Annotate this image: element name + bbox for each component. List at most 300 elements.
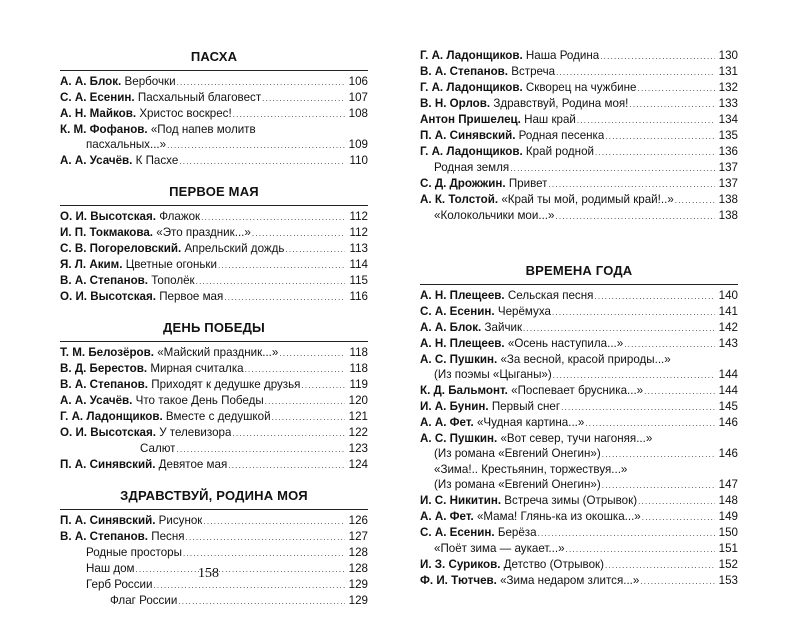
entry-author: Г. А. Ладонщиков. xyxy=(420,49,523,62)
entry-text xyxy=(420,509,641,524)
entry-page: 140 xyxy=(718,289,738,302)
toc-entry xyxy=(420,304,738,320)
entry-page: 120 xyxy=(348,394,368,407)
toc-entry xyxy=(420,446,738,462)
toc-entry xyxy=(60,377,368,393)
leader-dots xyxy=(279,345,345,361)
entry-title: Первый снег xyxy=(491,400,561,413)
leader-dots xyxy=(642,509,715,525)
entry-title: Рисунок xyxy=(158,514,203,527)
toc-entry xyxy=(60,257,368,273)
entry-author: П. А. Синявский. xyxy=(60,458,156,471)
toc-entry xyxy=(420,96,738,112)
toc-entry xyxy=(420,176,738,192)
entry-title: «Мама! Глянь-ка из окошка...» xyxy=(476,510,641,523)
entry-author: А. А. Блок. xyxy=(420,321,482,334)
leader-dots xyxy=(566,541,715,557)
entry-text xyxy=(60,122,256,137)
entry-title: К Пасхе xyxy=(135,154,179,167)
leader-dots xyxy=(233,106,345,122)
entry-author: И. З. Суриков. xyxy=(420,558,501,571)
entry-title: «Зима недаром злится...» xyxy=(500,574,640,587)
entry-author: И. А. Бунин. xyxy=(420,400,489,413)
entry-page: 143 xyxy=(718,337,738,350)
toc-entry xyxy=(420,160,738,176)
leader-dots xyxy=(640,573,715,589)
entry-author: А. Н. Майков. xyxy=(60,107,137,120)
entry-page: 114 xyxy=(349,258,368,271)
entry-page: 146 xyxy=(718,416,738,429)
entry-author: А. С. Пушкин. xyxy=(420,432,498,445)
toc-entry xyxy=(60,425,368,441)
leader-dots xyxy=(594,288,715,304)
entry-author: К. М. Фофанов. xyxy=(60,123,148,136)
entry-author: Г. А. Ладонщиков. xyxy=(420,145,523,158)
entry-text xyxy=(60,393,264,408)
entry-title: Флаг России xyxy=(110,594,178,607)
entry-page: 107 xyxy=(348,91,368,104)
entry-text xyxy=(60,345,278,360)
entry-title: «Поспевает брусника...» xyxy=(511,384,644,397)
entry-page: 122 xyxy=(348,426,368,439)
entry-author: А. А. Блок. xyxy=(60,75,122,88)
entry-page: 127 xyxy=(348,530,368,543)
leader-dots xyxy=(186,529,345,545)
entry-text xyxy=(60,153,178,168)
toc-entry xyxy=(420,64,738,80)
entry-title: Девятое мая xyxy=(158,458,228,471)
leader-dots xyxy=(600,48,715,64)
toc-entry xyxy=(420,525,738,541)
entry-page: 112 xyxy=(349,226,368,239)
entry-text xyxy=(420,192,674,207)
leader-dots xyxy=(561,399,715,415)
entry-title: Скворец на чужбине xyxy=(525,81,637,94)
entry-title: Наш дом xyxy=(86,562,135,575)
entry-title: Тополёк xyxy=(151,274,195,287)
toc-entry xyxy=(420,208,738,224)
entry-page: 106 xyxy=(348,75,368,88)
leader-dots xyxy=(167,137,345,153)
toc-entry xyxy=(60,289,368,305)
entry-author: С. Д. Дрожжин. xyxy=(420,177,506,190)
entry-page: 123 xyxy=(348,442,368,455)
toc-entry xyxy=(420,415,738,431)
entry-title: «За весной, красой природы...» xyxy=(500,353,671,366)
leader-dots xyxy=(232,425,345,441)
entry-text xyxy=(434,541,565,556)
entry-text xyxy=(420,128,604,143)
entry-text xyxy=(60,409,271,424)
entry-text xyxy=(140,441,175,456)
entry-author: П. А. Синявский. xyxy=(60,514,156,527)
entry-page: 132 xyxy=(718,81,738,94)
toc-entry xyxy=(420,128,738,144)
entry-page: 124 xyxy=(348,458,368,471)
entry-author: Т. М. Белозёров. xyxy=(60,346,154,359)
entry-text xyxy=(60,241,284,256)
entry-title: У телевизора xyxy=(159,426,232,439)
entry-text xyxy=(60,425,231,440)
entry-page: 131 xyxy=(718,65,738,78)
entry-text xyxy=(60,529,185,544)
entry-author: О. И. Высотская. xyxy=(60,290,156,303)
entry-title: Сельская песня xyxy=(507,289,594,302)
entry-author: А. А. Усачёв. xyxy=(60,154,133,167)
toc-entry xyxy=(420,336,738,352)
entry-text xyxy=(60,457,227,472)
entry-text xyxy=(420,383,643,398)
section-title: ПЕРВОЕ МАЯ xyxy=(169,184,259,199)
entry-title: «Вот север, тучи нагоняя...» xyxy=(500,432,653,445)
entry-text xyxy=(60,209,200,224)
entry-page: 137 xyxy=(718,161,738,174)
entry-author: В. А. Степанов. xyxy=(60,530,149,543)
entry-title: «Это праздник...» xyxy=(156,226,251,239)
entry-text xyxy=(86,545,182,560)
entry-page: 141 xyxy=(718,305,738,318)
entry-page: 136 xyxy=(718,145,738,158)
leader-dots xyxy=(605,128,715,144)
entry-page: 151 xyxy=(718,542,738,555)
entry-text xyxy=(434,462,627,477)
entry-author: В. А. Степанов. xyxy=(60,274,149,287)
entry-author: А. К. Толстой. xyxy=(420,193,499,206)
entry-title: Берёза xyxy=(497,526,537,539)
toc-entry xyxy=(420,192,738,208)
entry-author: А. С. Пушкин. xyxy=(420,353,498,366)
entry-page: 108 xyxy=(348,107,368,120)
leader-dots xyxy=(605,557,715,573)
leader-dots xyxy=(153,577,345,593)
entry-text xyxy=(420,64,555,79)
toc-entry xyxy=(420,48,738,64)
section-title: ВРЕМЕНА ГОДА xyxy=(525,263,633,278)
entry-page: 129 xyxy=(348,594,368,607)
entry-title: «Майский праздник...» xyxy=(157,346,279,359)
entry-author: В. А. Степанов. xyxy=(60,378,149,391)
entry-text xyxy=(60,377,300,392)
entry-author: А. А. Усачёв. xyxy=(60,394,133,407)
entry-page: 113 xyxy=(349,242,368,255)
entry-title: Детство (Отрывок) xyxy=(503,558,604,571)
entry-text xyxy=(420,304,551,319)
toc-entry xyxy=(420,288,738,304)
entry-title: Наша Родина xyxy=(525,49,600,62)
toc-entry xyxy=(420,367,738,383)
entry-author: К. Д. Бальмонт. xyxy=(420,384,508,397)
entry-page: 115 xyxy=(349,274,368,287)
toc-entry xyxy=(60,545,368,561)
entry-text xyxy=(110,593,177,608)
toc-entry xyxy=(420,541,738,557)
leader-dots xyxy=(553,367,715,383)
entry-text xyxy=(86,137,166,152)
entry-title: Наш край xyxy=(524,113,576,126)
entry-text xyxy=(60,106,232,121)
entry-text xyxy=(60,361,244,376)
toc-entry xyxy=(60,593,368,609)
toc-entry xyxy=(60,90,368,106)
entry-author: Г. А. Ладонщиков. xyxy=(420,81,523,94)
entry-text xyxy=(420,176,547,191)
leader-dots xyxy=(644,383,715,399)
entry-title: (Из романа «Евгений Онегин») xyxy=(434,447,601,460)
toc-entry xyxy=(420,320,738,336)
toc-entry xyxy=(60,122,368,137)
leader-dots xyxy=(523,320,715,336)
entry-author: И. С. Никитин. xyxy=(420,494,502,507)
entry-title: Встреча зимы (Отрывок) xyxy=(504,494,638,507)
leader-dots xyxy=(262,90,345,106)
leader-dots xyxy=(179,153,345,169)
entry-title: Привет xyxy=(508,177,548,190)
leader-dots xyxy=(301,377,345,393)
toc-entry xyxy=(420,399,738,415)
entry-page: 128 xyxy=(348,546,368,559)
entry-title: Христос воскрес! xyxy=(139,107,232,120)
leader-dots xyxy=(201,209,345,225)
entry-title: Мирная считалка xyxy=(150,362,244,375)
entry-text xyxy=(86,577,152,592)
continued-section xyxy=(420,48,738,224)
toc-entry xyxy=(60,361,368,377)
entry-title: «Под напев молитв xyxy=(150,123,256,136)
entry-page: 112 xyxy=(349,210,368,223)
toc-entry xyxy=(420,80,738,96)
entry-text xyxy=(420,415,584,430)
entry-title: (Из романа «Евгений Онегин») xyxy=(434,478,601,491)
section-rule xyxy=(60,509,368,510)
leader-dots xyxy=(177,74,345,90)
entry-page: 148 xyxy=(718,494,738,507)
entry-page: 138 xyxy=(718,209,738,222)
toc-entry xyxy=(420,383,738,399)
leader-dots xyxy=(285,241,345,257)
toc-entry xyxy=(60,529,368,545)
toc-entry xyxy=(60,225,368,241)
entry-title: Цветные огоньки xyxy=(125,258,217,271)
toc-entry xyxy=(60,409,368,425)
entry-text xyxy=(420,573,639,588)
toc-entry xyxy=(420,352,738,367)
toc-entry xyxy=(420,573,738,589)
toc-entry xyxy=(420,431,738,446)
entry-page: 109 xyxy=(348,138,368,151)
entry-text xyxy=(420,399,560,414)
toc-entry xyxy=(420,112,738,128)
entry-title: Герб России xyxy=(86,578,153,591)
leader-dots xyxy=(218,257,345,273)
entry-author: В. Н. Орлов. xyxy=(420,97,491,110)
entry-title: Песня xyxy=(151,530,185,543)
entry-title: Пасхальный благовест xyxy=(137,91,262,104)
entry-author: О. И. Высотская. xyxy=(60,426,156,439)
entry-title: Приходят к дедушке друзья xyxy=(151,378,301,391)
section-rule xyxy=(420,284,738,285)
leader-dots xyxy=(245,361,345,377)
entry-title: Край родной xyxy=(525,145,595,158)
entry-title: (Из поэмы «Цыганы») xyxy=(434,368,552,381)
leader-dots xyxy=(585,415,715,431)
entry-text xyxy=(420,144,594,159)
entry-page: 133 xyxy=(718,97,738,110)
toc-entry xyxy=(420,477,738,493)
entry-text xyxy=(434,160,509,175)
entry-title: «Чудная картина...» xyxy=(476,416,585,429)
section-rule xyxy=(60,341,368,342)
left-page xyxy=(60,0,368,609)
entry-author: С. А. Есенин. xyxy=(420,305,495,318)
entry-text xyxy=(420,493,637,508)
entry-title: Флажок xyxy=(159,210,201,223)
section-title: ДЕНЬ ПОБЕДЫ xyxy=(163,320,265,335)
section-rule xyxy=(60,70,368,71)
entry-page: 152 xyxy=(718,558,738,571)
entry-text xyxy=(420,288,593,303)
entry-page: 134 xyxy=(718,113,738,126)
entry-page: 147 xyxy=(718,478,738,491)
leader-dots xyxy=(548,176,715,192)
entry-text xyxy=(60,90,261,105)
toc-entry xyxy=(60,441,368,457)
entry-page: 144 xyxy=(718,384,738,397)
entry-title: Встреча xyxy=(511,65,556,78)
entry-title: Вместе с дедушкой xyxy=(165,410,271,423)
entry-text xyxy=(86,561,135,576)
toc-entry xyxy=(420,144,738,160)
entry-title: Вербочки xyxy=(124,75,176,88)
entry-text xyxy=(60,273,195,288)
entry-page: 118 xyxy=(349,362,368,375)
leader-dots xyxy=(602,446,715,462)
leader-dots xyxy=(638,493,715,509)
section-title: ЗДРАВСТВУЙ, РОДИНА МОЯ xyxy=(120,488,308,503)
leader-dots xyxy=(552,304,715,320)
entry-author: А. А. Фет. xyxy=(420,416,474,429)
entry-page: 142 xyxy=(718,321,738,334)
entry-title: Зайчик xyxy=(484,321,523,334)
entry-page: 153 xyxy=(718,574,738,587)
entry-page: 138 xyxy=(718,193,738,206)
leader-dots xyxy=(556,64,715,80)
entry-text xyxy=(420,525,537,540)
entry-title: «Поёт зима — аукает...» xyxy=(434,542,565,555)
entry-text xyxy=(420,352,671,367)
entry-title: пасхальных...» xyxy=(86,138,167,151)
leader-dots xyxy=(638,80,716,96)
toc-entry xyxy=(60,345,368,361)
leader-dots xyxy=(602,477,715,493)
entry-text xyxy=(420,431,652,446)
leader-dots xyxy=(176,441,345,457)
entry-text xyxy=(60,513,202,528)
toc-entry xyxy=(60,457,368,473)
toc-entry xyxy=(420,462,738,477)
entry-page: 118 xyxy=(349,346,368,359)
entry-text xyxy=(420,557,604,572)
leader-dots xyxy=(136,561,345,577)
leader-dots xyxy=(629,96,715,112)
entry-page: 129 xyxy=(348,578,368,591)
leader-dots xyxy=(675,192,715,208)
leader-dots xyxy=(624,336,715,352)
entry-author: А. А. Фет. xyxy=(420,510,474,523)
entry-page: 135 xyxy=(718,129,738,142)
entry-author: В. А. Степанов. xyxy=(420,65,509,78)
entry-author: С. В. Погореловский. xyxy=(60,242,182,255)
entry-title: Салют xyxy=(140,442,176,455)
toc-entry xyxy=(60,137,368,153)
entry-page: 110 xyxy=(349,154,368,167)
entry-author: А. Н. Плещеев. xyxy=(420,337,505,350)
toc-entry xyxy=(420,509,738,525)
entry-title: Родная земля xyxy=(434,161,510,174)
entry-author: Ф. И. Тютчев. xyxy=(420,574,497,587)
toc-entry xyxy=(60,74,368,90)
leader-dots xyxy=(265,393,345,409)
toc-entry xyxy=(60,209,368,225)
page-number: 158 xyxy=(198,566,219,581)
entry-title: Родные просторы xyxy=(86,546,182,559)
leader-dots xyxy=(538,525,715,541)
leader-dots xyxy=(196,273,345,289)
entry-title: «Колокольчики мои...» xyxy=(434,209,555,222)
section-rule xyxy=(60,205,368,206)
entry-text xyxy=(420,48,599,63)
entry-text xyxy=(420,112,576,127)
section-title: ПАСХА xyxy=(190,49,238,64)
toc-entry xyxy=(420,493,738,509)
toc-entry xyxy=(60,153,368,169)
leader-dots xyxy=(577,112,715,128)
toc-entry xyxy=(60,106,368,122)
leader-dots xyxy=(228,457,345,473)
entry-author: О. И. Высотская. xyxy=(60,210,156,223)
entry-title: Что такое День Победы xyxy=(135,394,264,407)
leader-dots xyxy=(178,593,345,609)
leader-dots xyxy=(203,513,345,529)
leader-dots xyxy=(183,545,345,561)
entry-text xyxy=(420,336,623,351)
entry-author: С. А. Есенин. xyxy=(420,526,495,539)
entry-text xyxy=(420,96,628,111)
entry-text xyxy=(60,225,251,240)
leader-dots xyxy=(272,409,345,425)
entry-text xyxy=(434,446,601,461)
entry-text xyxy=(434,367,552,382)
right-page xyxy=(420,0,738,589)
entry-page: 146 xyxy=(718,447,738,460)
entry-author: А. Н. Плещеев. xyxy=(420,289,505,302)
entry-text xyxy=(434,477,601,492)
entry-text xyxy=(60,257,217,272)
toc-entry xyxy=(60,273,368,289)
leader-dots xyxy=(555,208,715,224)
entry-page: 144 xyxy=(718,368,738,381)
toc-entry xyxy=(60,393,368,409)
leader-dots xyxy=(510,160,715,176)
entry-page: 126 xyxy=(348,514,368,527)
entry-text xyxy=(60,74,176,89)
leader-dots xyxy=(224,289,345,305)
toc-entry xyxy=(420,557,738,573)
toc-entry xyxy=(60,513,368,529)
entry-text xyxy=(434,208,554,223)
leader-dots xyxy=(595,144,715,160)
entry-title: Апрельский дождь xyxy=(184,242,285,255)
entry-title: «Зима!.. Крестьянин, торжествуя...» xyxy=(434,463,628,476)
